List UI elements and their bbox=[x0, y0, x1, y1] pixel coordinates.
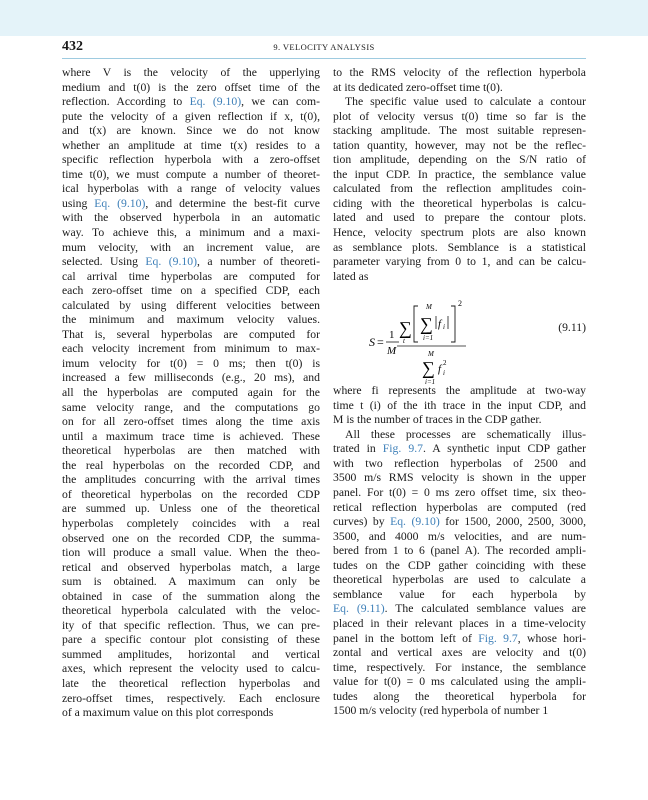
eq-f: f bbox=[438, 318, 442, 331]
body-line: panel in the bottom left of Fig. 9.7, whose hori- bbox=[333, 631, 586, 645]
cross-reference-link[interactable]: Fig. 9.7 bbox=[382, 442, 423, 456]
body-line: M is the number of traces in the CDP gather. bbox=[333, 413, 542, 427]
body-line: at its dedicated zero-offset time t(0). bbox=[333, 80, 503, 94]
body-line: placed in their relevant places in a time-velocity bbox=[333, 616, 586, 630]
body-line: and t(x) are known. Since we do not know bbox=[62, 124, 320, 138]
body-line: way. To achieve this, a minimum and a maxi- bbox=[62, 226, 320, 240]
body-line: Eq. (9.11). The calculated semblance values are bbox=[333, 602, 586, 616]
semblance-equation bbox=[333, 284, 586, 384]
body-line: where fi represents the amplitude at two-way bbox=[333, 384, 586, 398]
header-rule bbox=[62, 58, 586, 59]
body-line: mum velocity, with an increment value, are bbox=[62, 240, 320, 254]
body-line: bered from 1 to 6 (panel A). The recorded ampli- bbox=[333, 544, 586, 558]
eq-den-sum-lower: i=1 bbox=[425, 378, 436, 385]
eq-den-sum-upper: M bbox=[428, 350, 434, 359]
body-line: late the theoretical reflection hyperbolas and bbox=[62, 676, 320, 690]
body-line: time, respectively. For instance, the semblance bbox=[333, 660, 586, 674]
body-line: ity of that specific reflection. Thus, we can pre- bbox=[62, 618, 320, 632]
body-line: time t(0), we must compute a number of theoret- bbox=[62, 167, 320, 181]
body-line: lated and used to prepare the contour plots. bbox=[333, 211, 586, 225]
body-line: retical and observed hyperbolas match, a large bbox=[62, 560, 320, 574]
body-line: value for t(0) = 0 ms calculated using the ampli- bbox=[333, 675, 586, 689]
body-line: the real hyperbolas on the recorded CDP, and bbox=[62, 458, 320, 472]
cross-reference-link[interactable]: Fig. 9.7 bbox=[478, 631, 518, 645]
body-line: ical hyperbolas with a range of velocity values bbox=[62, 182, 320, 196]
body-line: theoretical hyperbola calculated with the veloc- bbox=[62, 604, 320, 618]
body-line: with the observed hyperbola in an automatic bbox=[62, 211, 320, 225]
equation-number: (9.11) bbox=[558, 321, 586, 335]
body-line: hyperbolas completely coincides with a real bbox=[62, 516, 320, 530]
body-line: reflection. According to Eq. (9.10), we can com- bbox=[62, 95, 320, 109]
body-line: pare a specific contour plot consisting of these bbox=[62, 633, 320, 647]
body-line: Hence, velocity spectrum plots are also known bbox=[333, 226, 586, 240]
body-line: same velocity range, and the computations go bbox=[62, 400, 320, 414]
body-line: summed amplitudes, horizontal and vertical bbox=[62, 647, 320, 661]
body-line: as semblance plots. Semblance is a statistical bbox=[333, 240, 586, 254]
body-line: retical reflection hyperbolas are computed (red bbox=[333, 500, 586, 514]
body-line: All these processes are schematically illus- bbox=[345, 427, 586, 441]
body-line: each velocity increment from minimum to max- bbox=[62, 342, 320, 356]
body-line: observed one on the recorded CDP, the summa- bbox=[62, 531, 320, 545]
body-line: panel. For t(0) = 0 ms zero offset time, six theo- bbox=[333, 486, 586, 500]
cross-reference-link[interactable]: Eq. (9.11) bbox=[333, 602, 385, 616]
eq-right-bracket bbox=[451, 306, 455, 342]
eq-m: M bbox=[387, 345, 397, 358]
eq-lhs: S bbox=[369, 335, 375, 350]
cross-reference-link[interactable]: Eq. (9.10) bbox=[390, 515, 440, 529]
body-line: increased a few milliseconds (e.g., 20 ms), and bbox=[62, 371, 320, 385]
eq-den-sub: i bbox=[443, 369, 445, 378]
equation-svg bbox=[333, 284, 586, 384]
eq-den-f: f bbox=[438, 363, 442, 376]
body-line: specific reflection hyperbola with a zero-offset bbox=[62, 153, 320, 167]
body-line: of theoretical hyperbolas on the recorded CDP bbox=[62, 487, 320, 501]
body-line: plot of velocity versus t(0) time so far is the bbox=[333, 109, 586, 123]
top-color-band bbox=[0, 0, 648, 36]
body-line: are summed up. Unless one of the theoretical bbox=[62, 502, 320, 516]
body-line: tion amplitude, depending on the S/N ratio of bbox=[333, 153, 586, 167]
body-line: lated as bbox=[333, 269, 369, 283]
body-line: tudes along the theoretical hyperbola for bbox=[333, 689, 586, 703]
body-line: parameter varying from 0 to 1, and can be calcu- bbox=[333, 255, 586, 269]
body-line: the minimum and maximum velocity values. bbox=[62, 313, 320, 327]
body-line: whether an amplitude at time t(x) resides to a bbox=[62, 138, 320, 152]
body-line: curves) by Eq. (9.10) for 1500, 2000, 2500, 3000, bbox=[333, 515, 586, 529]
body-line: of a maximum value on this plot corresponds bbox=[62, 706, 274, 720]
body-line: tudes on the CDP gather coinciding with these bbox=[333, 558, 586, 572]
eq-f-sub: i bbox=[443, 323, 445, 332]
page-number: 432 bbox=[62, 39, 83, 54]
body-line: using Eq. (9.10), and determine the best-fit curve bbox=[62, 196, 320, 210]
eq-left-bracket bbox=[414, 306, 418, 342]
body-line: axes, which represent the velocity used to calcu- bbox=[62, 662, 320, 676]
body-line: sum is obtained. A maximum can only be bbox=[62, 575, 320, 589]
eq-sum-upper: M bbox=[426, 303, 432, 312]
body-line: The specific value used to calculate a contour bbox=[345, 95, 586, 109]
eq-sum-outer: ∑ bbox=[399, 318, 412, 339]
body-line: 3500, and 4000 m/s velocities, and are num- bbox=[333, 529, 586, 543]
body-line: trated in Fig. 9.7. A synthetic input CDP gather bbox=[333, 442, 586, 456]
body-line: theoretical hyperbolas are used to calculate a bbox=[333, 573, 586, 587]
eq-sum-inner: ∑ bbox=[420, 314, 433, 335]
body-line: calculated from the reflection amplitudes coin- bbox=[333, 182, 586, 196]
eq-sum-t: t bbox=[403, 337, 405, 346]
body-line: zontal and vertical axes are velocity and t(0) bbox=[333, 646, 586, 660]
body-line: medium and t(0) is the zero offset time of the bbox=[62, 80, 320, 94]
body-line: to the RMS velocity of the reflection hyperbola bbox=[333, 66, 586, 79]
body-line: zero-offset times, respectively. Each enclosure bbox=[62, 691, 320, 705]
body-line: the amplitudes concurring with the arrival times bbox=[62, 473, 320, 487]
body-line: until a maximum trace time is achieved. These bbox=[62, 429, 320, 443]
body-line: where V is the velocity of the upperlying bbox=[62, 66, 320, 79]
body-line: imum velocity for t(0) = 0 ms; then t(0) is bbox=[62, 356, 320, 370]
cross-reference-link[interactable]: Eq. (9.10) bbox=[94, 196, 146, 210]
eq-square: 2 bbox=[458, 299, 462, 309]
body-line: That is, several hyperbolas are computed for bbox=[62, 327, 320, 341]
body-line: time t (i) of the ith trace in the input CDP, and bbox=[333, 398, 586, 412]
body-line: semblance value for each hyperbola by bbox=[333, 587, 586, 601]
body-line: obtained in case of the summation along the bbox=[62, 589, 320, 603]
body-line: 1500 m/s velocity (red hyperbola of number 1 bbox=[333, 704, 549, 718]
body-line: the input CDP. In practice, the semblance value bbox=[333, 167, 586, 181]
body-line: each zero-offset time on a specified CDP, each bbox=[62, 284, 320, 298]
eq-den-square: 2 bbox=[443, 359, 447, 368]
body-line: stacking amplitude. The most suitable represen- bbox=[333, 124, 586, 138]
cross-reference-link[interactable]: Eq. (9.10) bbox=[189, 95, 242, 109]
body-line: calculated by using different velocities between bbox=[62, 298, 320, 312]
running-head: 9. VELOCITY ANALYSIS bbox=[273, 42, 375, 52]
body-line: selected. Using Eq. (9.10), a number of theoreti- bbox=[62, 255, 320, 269]
body-line: theoretical hyperbolas are then matched with bbox=[62, 444, 320, 458]
body-line: with two reflection hyperbolas of 2500 and bbox=[333, 456, 586, 470]
body-line: all the hyperbolas are computed again for the bbox=[62, 386, 320, 400]
body-line: tation quantity, however, may not be the reflec- bbox=[333, 138, 586, 152]
right-column bbox=[333, 66, 586, 719]
eq-sum-den: ∑ bbox=[422, 358, 435, 379]
cross-reference-link[interactable]: Eq. (9.10) bbox=[145, 255, 198, 269]
eq-equals: = bbox=[377, 335, 384, 350]
body-line: pute the velocity of a given reflection if x, t(0), bbox=[62, 109, 320, 123]
body-line: cal arrival time hyperbolas are computed for bbox=[62, 269, 320, 283]
eq-sum-lower: i=1 bbox=[423, 334, 434, 343]
body-line: 3500 m/s RMS velocity is shown in the upper bbox=[333, 471, 586, 485]
left-column bbox=[62, 66, 320, 721]
body-line: ciding with the theoretical hyperbolas is calcu- bbox=[333, 196, 586, 210]
body-line: tion will produce a small value. When the theo- bbox=[62, 546, 320, 560]
body-line: on for all zero-offset times along the time axis bbox=[62, 415, 320, 429]
eq-one: 1 bbox=[389, 329, 395, 342]
